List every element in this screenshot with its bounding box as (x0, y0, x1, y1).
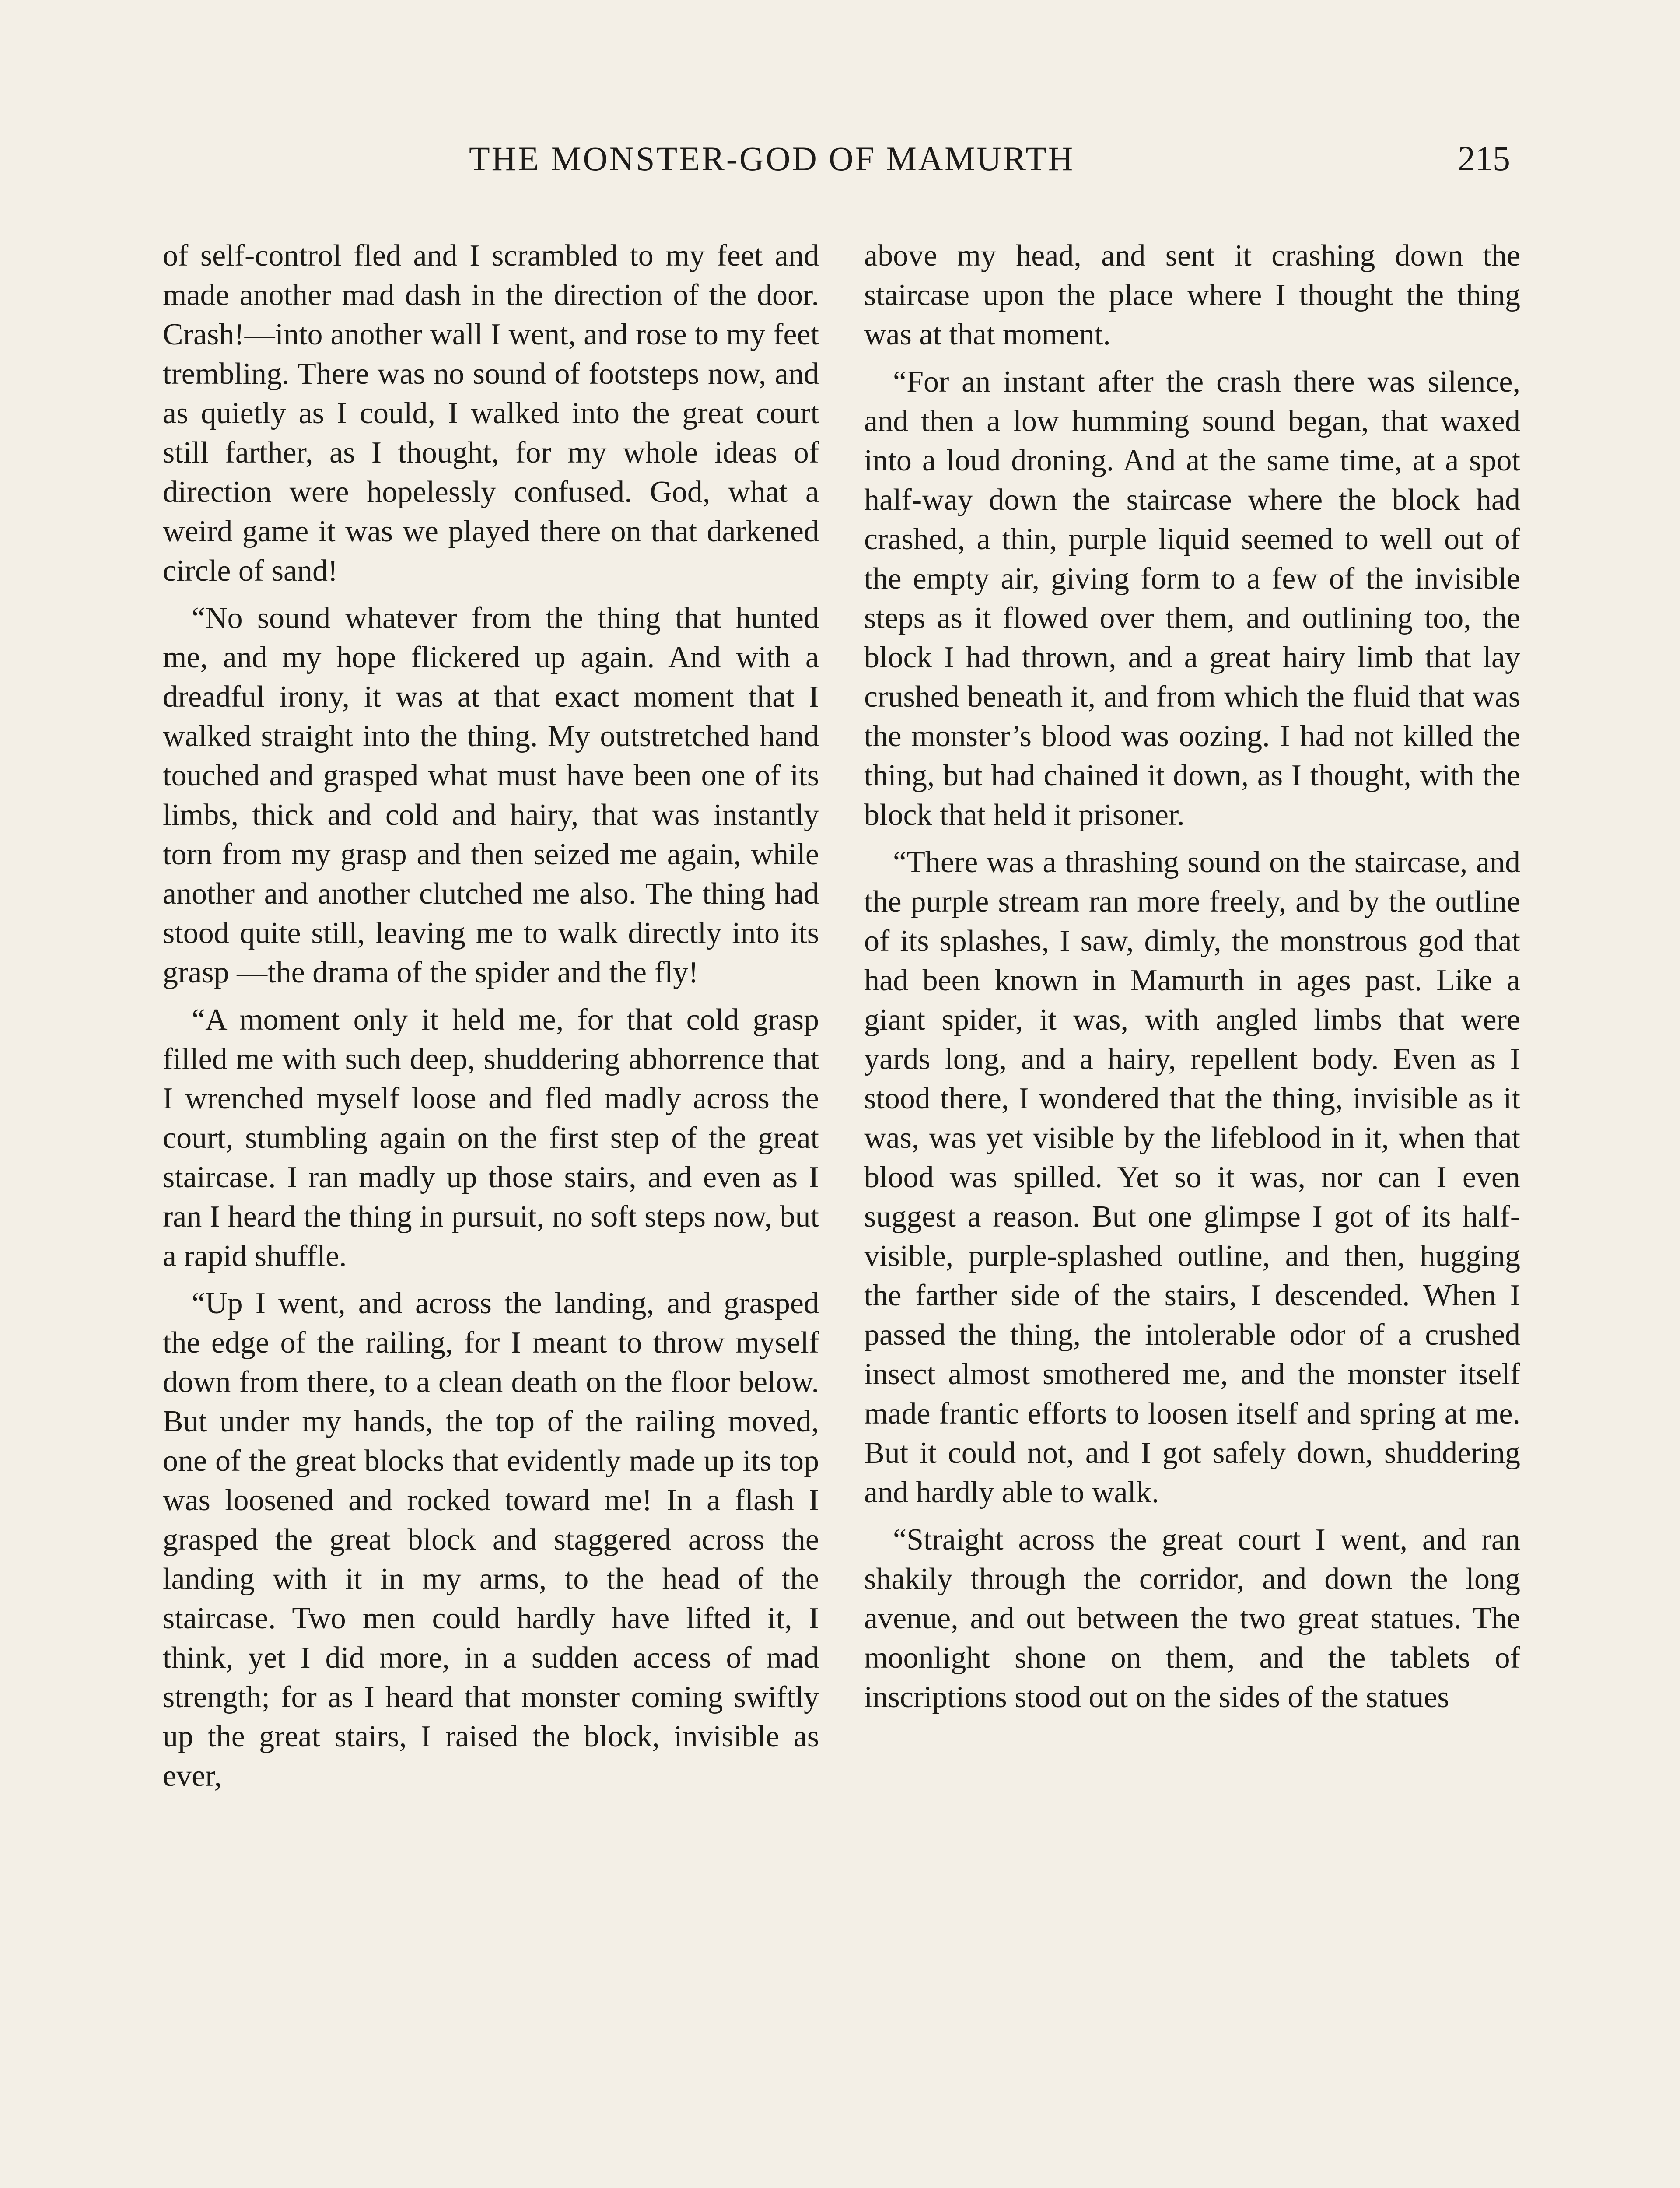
page-header (469, 139, 1510, 192)
paragraph: “No sound whatever from the thing that hunted me, and my hope flickered up again. And with a dreadful irony, it was at that exact moment that I walked straight into the thing. My outstretched hand touched and grasped what must have been one of its limbs, thick and cold and hairy, that was instantly torn from my grasp and then seized me again, while another and another clutched me also. The thing had stood quite still, leaving me to walk directly into its grasp —the drama of the spider and the fly! (163, 601, 819, 989)
page-number: 215 (1458, 140, 1510, 178)
paragraph: of self-control fled and I scrambled to my feet and made another mad dash in the direction of the door. Crash!—into another wall I went, and rose to my feet trembling. There was no sound of footsteps now, and as quietly as I could, I walked into the great court still farther, as I thought, for my whole ideas of direction were hopelessly confused. God, what a weird game it was we played there on that darkened circle of sand! (163, 239, 819, 588)
paragraph: “For an instant after the crash there was silence, and then a low humming sound began, that waxed into a loud droning. And at the same time, at a spot half-way down the staircase where the block had crashed, a thin, purple liquid seemed to well out of the empty air, giving form to a few of the invisible steps as it flowed over them, and outlining too, the block I had thrown, and a great hairy limb that lay crushed beneath it, and from which the fluid that was the monster’s blood was oozing. I had not killed the thing, but had chained it down, as I thought, with the block that held it prisoner. (864, 365, 1520, 832)
paragraph: “Straight across the great court I went, and ran shakily through the corridor, and down the long avenue, and out between the two great statues. The moonlight shone on them, and the tablets of inscriptions stood out on the sides of the statues (864, 1523, 1520, 1714)
right-text-column (864, 236, 1520, 2188)
paragraph: “There was a thrashing sound on the staircase, and the purple stream ran more freely, and by the outline of its splashes, I saw, dimly, the monstrous god that had been known in Mamurth in ages past. Like a giant spider, it was, with angled limbs that were yards long, and a hairy, repellent body. Even as I stood there, I wondered that the thing, invisible as it was, was yet visible by the lifeblood in it, when that blood was spilled. Yet so it was, nor can I even suggest a reason. But one glimpse I got of its half-visible, purple-splashed outline, and then, hugging the farther side of the stairs, I descended. When I passed the thing, the intolerable odor of a crushed insect almost smothered me, and the monster itself made frantic efforts to loosen itself and spring at me. But it could not, and I got safely down, shuddering and hardly able to walk. (864, 845, 1520, 1509)
paragraph: “A moment only it held me, for that cold grasp filled me with such deep, shuddering abhorrence that I wrenched myself loose and fled madly across the court, stumbling again on the first step of the great staircase. I ran madly up those stairs, and even as I ran I heard the thing in pursuit, no soft steps now, but a rapid shuffle. (163, 1003, 819, 1273)
running-title: THE MONSTER-GOD OF MAMURTH (469, 140, 1075, 178)
paragraph: above my head, and sent it crashing down the staircase upon the place where I thought the thing was at that moment. (864, 239, 1520, 351)
left-text-column (163, 236, 819, 2188)
paragraph: “Up I went, and across the landing, and grasped the edge of the railing, for I meant to throw myself down from there, to a clean death on the floor below. But under my hands, the top of the railing moved, one of the great blocks that evidently made up its top was loosened and rocked toward me! In a flash I grasped the great block and staggered across the landing with it in my arms, to the head of the staircase. Two men could hardly have lifted it, I think, yet I did more, in a sudden access of mad strength; for as I heard that monster coming swiftly up the great stairs, I raised the block, invisible as ever, (163, 1287, 819, 1793)
